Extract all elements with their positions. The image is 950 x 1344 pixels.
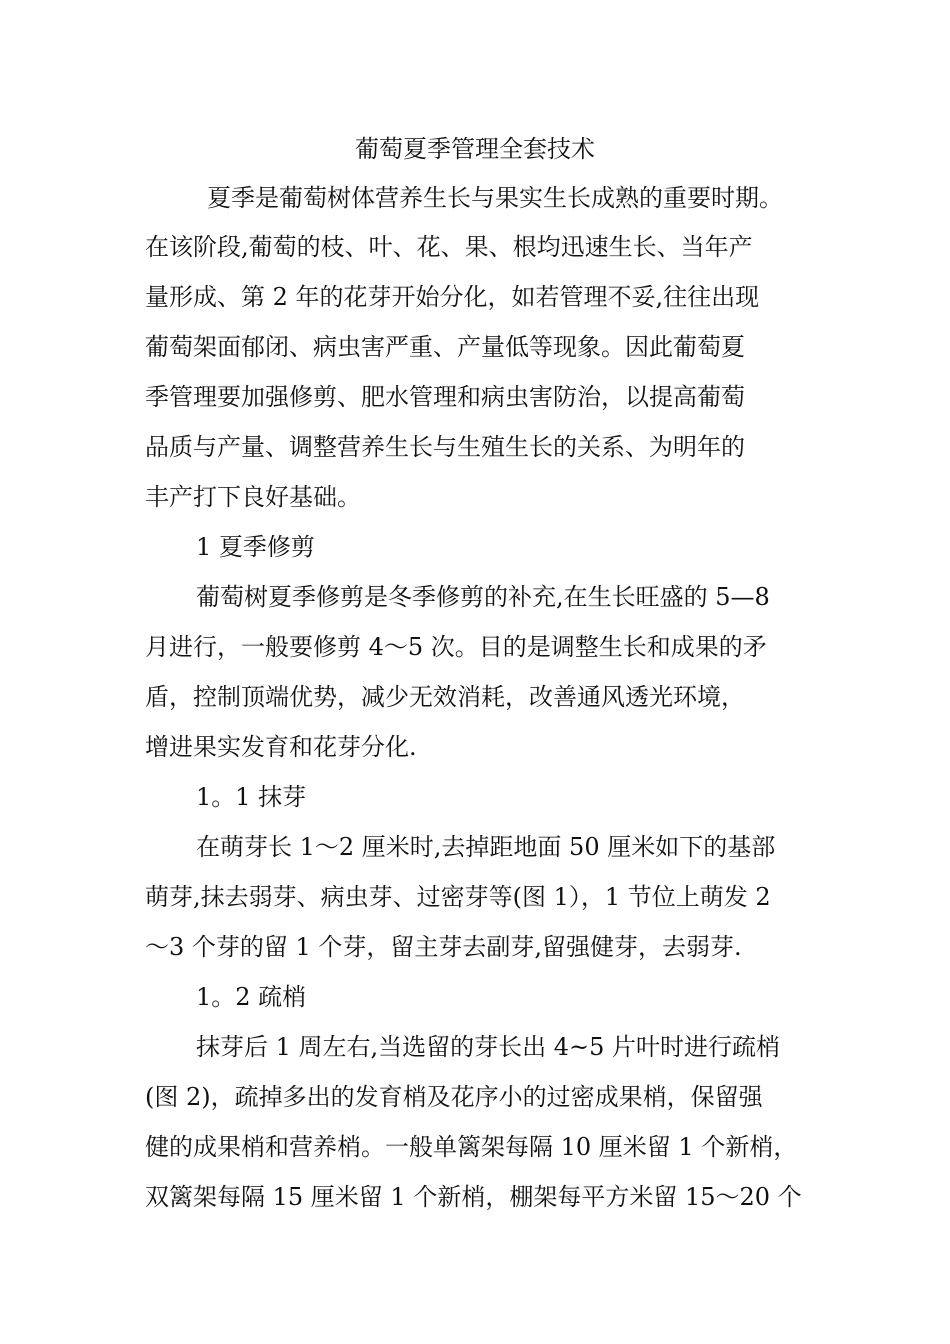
paragraph-line: 增进果实发育和花芽分化. <box>145 733 417 761</box>
paragraph-line: 在萌芽长 1～2 厘米时,去掉距地面 50 厘米如下的基部 <box>196 833 776 861</box>
paragraph-line: ～3 个芽的留 1 个芽，留主芽去副芽,留强健芽，去弱芽. <box>145 933 742 961</box>
paragraph-line: 萌芽,抹去弱芽、病虫芽、过密芽等(图 1），1 节位上萌发 2 <box>145 883 771 911</box>
paragraph-line: 盾，控制顶端优势，减少无效消耗，改善通风透光环境， <box>145 683 745 711</box>
paragraph-line: 在该阶段,葡萄的枝、叶、花、果、根均迅速生长、当年产 <box>145 233 753 261</box>
section-heading: 1 夏季修剪 <box>196 533 315 561</box>
paragraph-line: 健的成果梢和营养梢。一般单篱架每隔 10 厘米留 1 个新梢， <box>145 1133 798 1161</box>
paragraph-line: 抹芽后 1 周左右,当选留的芽长出 4~5 片叶时进行疏梢 <box>196 1033 781 1061</box>
paragraph-line: (图 2)，疏掉多出的发育梢及花序小的过密成果梢，保留强 <box>145 1083 763 1111</box>
paragraph-line: 品质与产量、调整营养生长与生殖生长的关系、为明年的 <box>145 433 745 461</box>
paragraph-line: 量形成、第 2 年的花芽开始分化，如若管理不妥,往往出现 <box>145 283 760 311</box>
paragraph-line: 葡萄架面郁闭、病虫害严重、产量低等现象。因此葡萄夏 <box>145 333 745 361</box>
subsection-heading: 1。1 抹芽 <box>196 783 307 811</box>
paragraph-line: 月进行，一般要修剪 4～5 次。目的是调整生长和成果的矛 <box>145 633 767 661</box>
subsection-heading: 1。2 疏梢 <box>196 983 307 1011</box>
paragraph-line: 季管理要加强修剪、肥水管理和病虫害防治，以提高葡萄 <box>145 383 745 411</box>
paragraph-line: 葡萄树夏季修剪是冬季修剪的补充,在生长旺盛的 5—8 <box>196 583 770 611</box>
paragraph-line: 双篱架每隔 15 厘米留 1 个新梢，棚架每平方米留 15～20 个 <box>145 1183 802 1211</box>
paragraph-line: 夏季是葡萄树体营养生长与果实生长成熟的重要时期。 <box>207 184 783 212</box>
paragraph-line: 丰产打下良好基础。 <box>145 483 361 511</box>
document-title: 葡萄夏季管理全套技术 <box>355 135 595 163</box>
